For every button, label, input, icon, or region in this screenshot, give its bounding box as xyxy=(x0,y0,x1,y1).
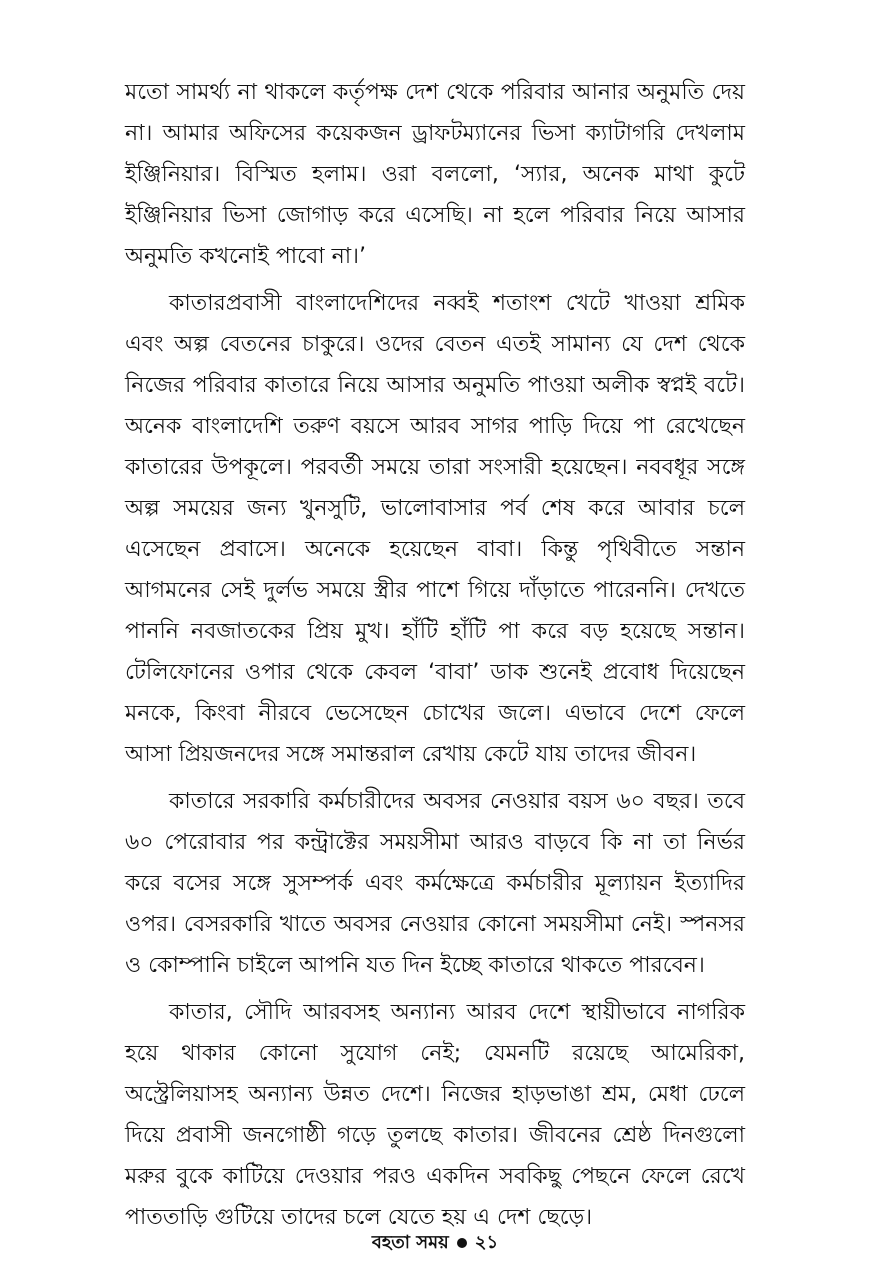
paragraph-retirement: কাতারে সরকারি কর্মচারীদের অবসর নেওয়ার বয়স ৬০ বছর। তবে ৬০ পেরোবার পর কন্ট্রাক্টের সময়সীমা আরও বাড়বে কি না তা নির্ভর করে বসের সঙ্গে সুসম্পর্ক এবং কর্মক্ষেত্রে কর্মচারীর মূল্যায়ন ইত্যাদির ওপর। বেসরকারি খাতে অবসর নেওয়ার কোনো সময়সীমা নেই। স্পনসর ও কোম্পানি চাইলে আপনি যত দিন ইচ্ছে কাতারে থাকতে পারবেন। xyxy=(125,789,745,978)
paragraph-citizenship: কাতার, সৌদি আরবসহ অন্যান্য আরব দেশে স্থায়ীভাবে নাগরিক হয়ে থাকার কোনো সুযোগ নেই; যেমনটি রয়েছে আমেরিকা, অস্ট্রেলিয়াসহ অন্যান্য উন্নত দেশে। নিজের হাড়ভাঙা শ্রম, মেধা ঢেলে দিয়ে প্রবাসী জনগোষ্ঠী গড়ে তুলছে কাতার। জীবনের শ্রেষ্ঠ দিনগুলো মরুর বুকে কাটিয়ে দেওয়ার পরও একদিন সবকিছু পেছনে ফেলে রেখে পাততাড়ি গুটিয়ে তাদের চলে যেতে হয় এ দেশ ছেড়ে। xyxy=(125,1000,745,1230)
page-body xyxy=(125,72,745,1230)
paragraph-workers: কাতারপ্রবাসী বাংলাদেশিদের নব্বই শতাংশ খেটে খাওয়া শ্রমিক এবং অল্প বেতনের চাকুরে। ওদের বেতন এতই সামান্য যে দেশ থেকে নিজের পরিবার কাতারে নিয়ে আসার অনুমতি পাওয়া অলীক স্বপ্নই বটে। অনেক বাংলাদেশি তরুণ বয়সে আরব সাগর পাড়ি দিয়ে পা রেখেছেন কাতারের উপকূলে। পরবর্তী সময়ে তারা সংসারী হয়েছেন। নববধূর সঙ্গে অল্প সময়ের জন্য খুনসুটি, ভালোবাসার পর্ব শেষ করে আবার চলে এসেছেন প্রবাসে। অনেকে হয়েছেন বাবা। কিন্তু পৃথিবীতে সন্তান আগমনের সেই দুর্লভ সময়ে স্ত্রীর পাশে গিয়ে দাঁড়াতে পারেননি। দেখতে পাননি নবজাতকের প্রিয় মুখ। হাঁটি হাঁটি পা করে বড় হয়েছে সন্তান। টেলিফোনের ওপার থেকে কেবল ‘বাবা’ ডাক শুনেই প্রবোধ দিয়েছেন মনকে, কিংবা নীরবে ভেসেছেন চোখের জলে। এভাবে দেশে ফেলে আসা প্রিয়জনদের সঙ্গে সমান্তরাল রেখায় কেটে যায় তাদের জীবন। xyxy=(125,291,745,767)
bullet-dot-icon xyxy=(457,1238,467,1248)
paragraph-continued: মতো সামর্থ্য না থাকলে কর্তৃপক্ষ দেশ থেকে পরিবার আনার অনুমতি দেয় না। আমার অফিসের কয়েকজন ড্রাফটম্যানের ভিসা ক্যাটাগরি দেখলাম ইঞ্জিনিয়ার। বিস্মিত হলাম। ওরা বললো, ‘স্যার, অনেক মাথা কুটে ইঞ্জিনিয়ার ভিসা জোগাড় করে এসেছি। না হলে পরিবার নিয়ে আসার অনুমতি কখনোই পাবো না।’ xyxy=(125,80,745,269)
footer-page-number: ২১ xyxy=(474,1232,499,1253)
footer-book-title: বহতা সময় xyxy=(371,1232,449,1253)
page-footer xyxy=(0,1228,870,1258)
